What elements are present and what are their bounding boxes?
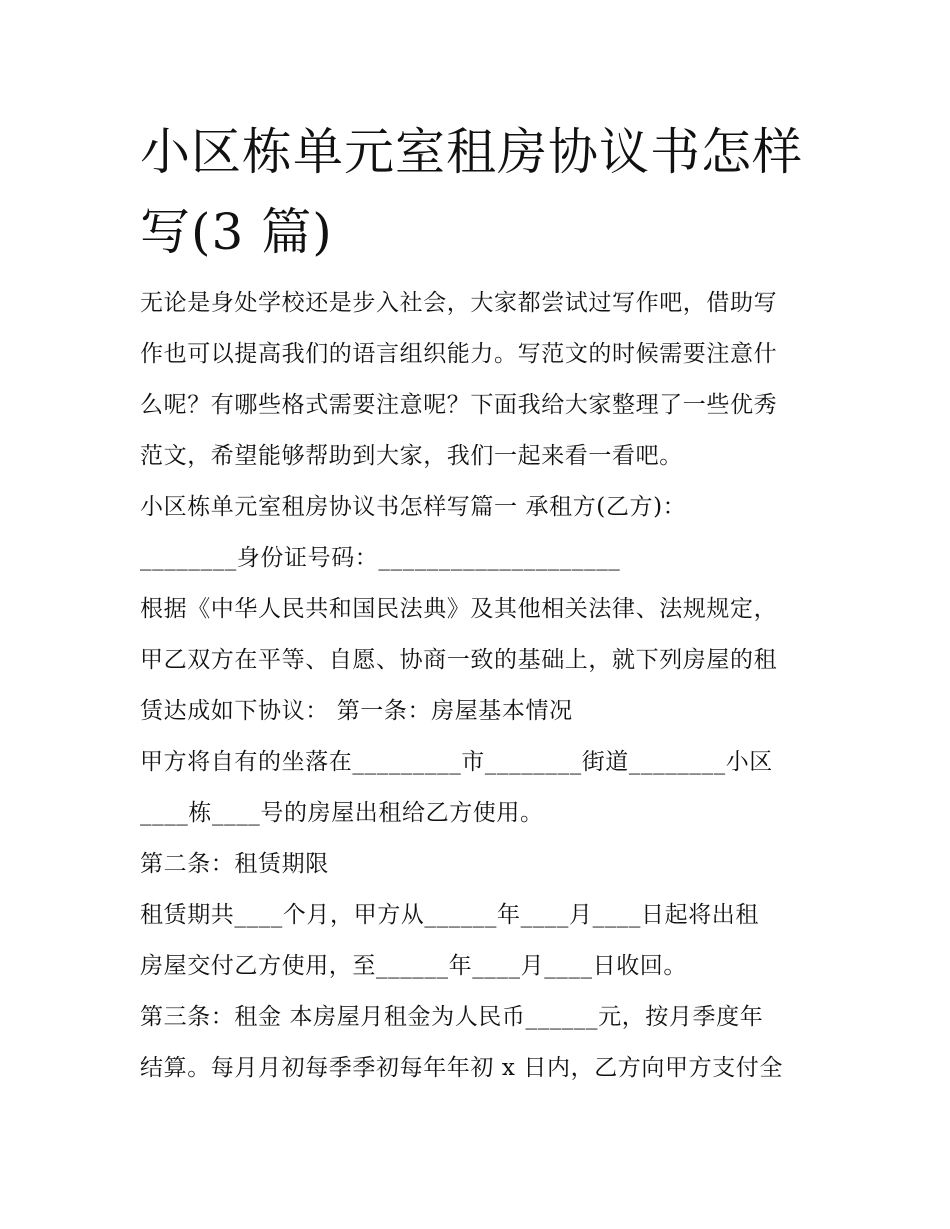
body-line: 第二条：租赁期限 (140, 851, 329, 877)
body-line: 赁达成如下协议： 第一条：房屋基本情况 (140, 698, 573, 724)
body-line: ____栋____号的房屋出租给乙方使用。 (140, 800, 544, 826)
body-line: 第三条：租金 本房屋月租金为人民币______元，按月季度年 (140, 1004, 764, 1030)
body-line: 甲方将自有的坐落在_________市________街道________小区 (140, 749, 773, 775)
document-body (140, 278, 820, 1094)
body-line: 甲乙双方在平等、自愿、协商一致的基础上，就下列房屋的租 (140, 647, 778, 673)
body-line: 结算。每月月初每季季初每年年初 x 日内，乙方向甲方支付全 (140, 1055, 783, 1081)
body-line: 范文，希望能够帮助到大家，我们一起来看一看吧。 (140, 443, 683, 469)
body-line: 房屋交付乙方使用，至______年____月____日收回。 (140, 953, 687, 979)
document-title (140, 112, 840, 272)
body-line: 无论是身处学校还是步入社会，大家都尝试过写作吧，借助写 (140, 290, 778, 316)
body-line: 租赁期共____个月，甲方从______年____月____日起将出租 (140, 902, 759, 928)
body-line: 根据《中华人民共和国民法典》及其他相关法律、法规规定， (140, 596, 778, 622)
title-line-2: 写(3 篇) (140, 203, 333, 261)
body-line: ________身份证号码：____________________ (140, 545, 621, 571)
body-line: 么呢？有哪些格式需要注意呢？下面我给大家整理了一些优秀 (140, 392, 778, 418)
body-line: 作也可以提高我们的语言组织能力。写范文的时候需要注意什 (140, 341, 778, 367)
title-line-1: 小区栋单元室租房协议书怎样 (140, 123, 803, 181)
body-line: 小区栋单元室租房协议书怎样写篇一 承租方(乙方)： (140, 494, 687, 520)
